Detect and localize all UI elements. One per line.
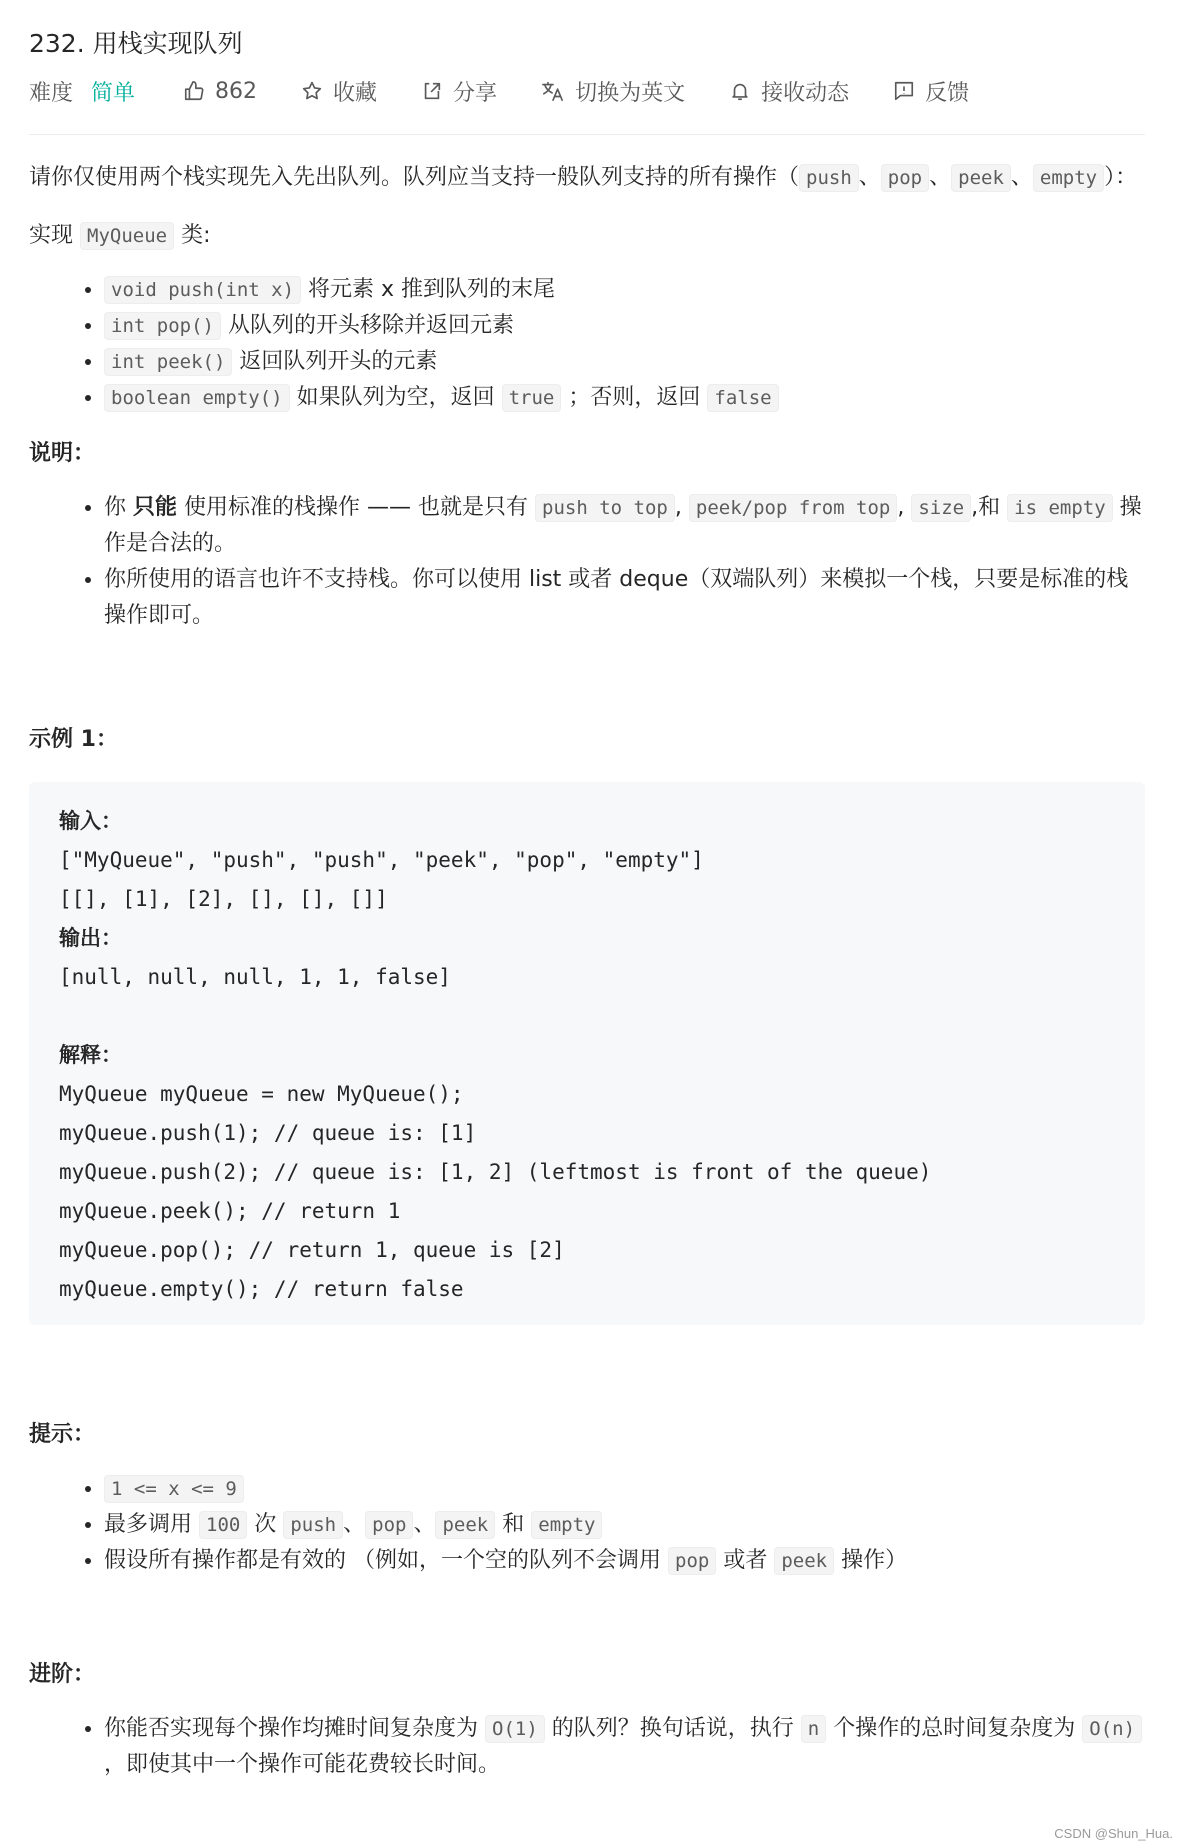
list-item <box>104 1471 1145 1507</box>
note-text: 操作是合法的。 <box>104 495 1142 556</box>
note-text: 你 <box>104 495 127 520</box>
impl-prefix: 实现 <box>29 223 74 248</box>
output-label: 输出： <box>59 926 122 950</box>
feedback-icon <box>893 80 915 102</box>
code-peek: peek <box>951 164 1011 192</box>
list-item: • 你所使用的语言也许不支持栈。你可以使用 list 或者 deque（双端队列）来模拟一个栈，只要是标准的栈操作即可。 <box>104 562 1145 634</box>
notes-list <box>29 490 1145 634</box>
sep: 、 <box>929 165 952 190</box>
code-is-empty: is empty <box>1007 494 1113 522</box>
code-100: 100 <box>199 1511 247 1539</box>
code-push: push <box>799 164 859 192</box>
feedback-button[interactable] <box>893 76 969 107</box>
code-peek: peek <box>774 1547 834 1575</box>
method-text: 从队列的开头移除并返回元素 <box>227 313 514 338</box>
list-item <box>104 308 1145 344</box>
code-peek: peek <box>435 1511 495 1539</box>
watermark: CSDN @Shun_Hua. <box>1054 1826 1173 1841</box>
method-code: boolean empty() <box>104 384 290 412</box>
switch-language-label: 切换为英文 <box>575 80 686 106</box>
list-item <box>104 380 1145 416</box>
code-false: false <box>707 384 778 412</box>
advanced-text: 你能否实现每个操作均摊时间复杂度为 <box>104 1716 479 1741</box>
feedback-label: 反馈 <box>925 80 970 106</box>
impl-suffix: 类: <box>181 223 211 248</box>
list-item <box>104 1543 1145 1579</box>
method-list <box>29 272 1145 416</box>
code-line: myQueue.empty(); // return false <box>59 1277 464 1301</box>
hint-text: 假设所有操作都是有效的 （例如，一个空的队列不会调用 <box>104 1548 661 1573</box>
code-n: n <box>801 1715 826 1743</box>
share-icon <box>421 80 443 102</box>
advanced-text: 的队列？换句话说，执行 <box>551 1716 794 1741</box>
hint-text: 操作） <box>841 1548 908 1573</box>
code-line: [null, null, null, 1, 1, false] <box>59 965 451 989</box>
method-text: 返回队列开头的元素 <box>239 349 438 374</box>
method-code: int pop() <box>104 312 221 340</box>
code-empty: empty <box>531 1511 602 1539</box>
sep: 、 <box>343 1512 366 1537</box>
star-icon <box>301 80 323 102</box>
hint-text: 和 <box>502 1512 525 1537</box>
list-item <box>104 344 1145 380</box>
code-line: myQueue.peek(); // return 1 <box>59 1199 401 1223</box>
advanced-heading: 进阶： <box>29 1662 96 1687</box>
hint-text: 最多调用 <box>104 1512 193 1537</box>
list-item <box>104 1711 1145 1783</box>
code-constraint: 1 <= x <= 9 <box>104 1475 244 1503</box>
code-line: ["MyQueue", "push", "push", "peek", "pop", "empty"] <box>59 848 704 872</box>
favorite-label: 收藏 <box>333 80 378 106</box>
code-line: myQueue.pop(); // return 1, queue is [2] <box>59 1238 565 1262</box>
method-code: void push(int x) <box>104 276 301 304</box>
advanced-text: ，即使其中一个操作可能花费较长时间。 <box>104 1752 501 1777</box>
intro-end: ）： <box>1104 165 1138 190</box>
difficulty-badge: 简单 <box>91 80 136 106</box>
code-size: size <box>911 494 971 522</box>
hints-list <box>29 1471 1145 1579</box>
intro-text: 请你仅使用两个栈实现先入先出队列。队列应当支持一般队列支持的所有操作（ <box>29 165 800 190</box>
note-text: 和 <box>978 495 1001 520</box>
code-on: O(n) <box>1082 1715 1142 1743</box>
thumbs-up-icon <box>183 80 205 102</box>
subscribe-label: 接收动态 <box>761 80 850 106</box>
translate-icon <box>541 80 565 102</box>
code-line: myQueue.push(1); // queue is: [1] <box>59 1121 477 1145</box>
note-text: 使用标准的栈操作 —— 也就是只有 <box>184 495 529 520</box>
difficulty-label: 难度 <box>29 80 74 106</box>
method-code: int peek() <box>104 348 232 376</box>
advanced-list <box>29 1711 1145 1783</box>
sep: 、 <box>858 165 881 190</box>
code-class-name: MyQueue <box>80 222 174 250</box>
comma: , <box>897 495 905 520</box>
hint-text: 次 <box>254 1512 277 1537</box>
input-label: 输入： <box>59 809 122 833</box>
like-count: 862 <box>215 78 258 104</box>
header-divider <box>29 134 1145 135</box>
favorite-button[interactable] <box>301 76 377 107</box>
bell-icon <box>729 80 751 102</box>
subscribe-button[interactable] <box>729 76 849 107</box>
comma: , <box>674 495 682 520</box>
code-o1: O(1) <box>485 1715 545 1743</box>
explain-label: 解释： <box>59 1043 122 1067</box>
code-pop: pop <box>668 1547 716 1575</box>
method-text: 将元素 x 推到队列的末尾 <box>308 277 556 302</box>
implement-paragraph <box>29 218 1145 254</box>
advanced-text: 个操作的总时间复杂度为 <box>833 1716 1076 1741</box>
notes-heading: 说明： <box>29 441 96 466</box>
code-empty: empty <box>1033 164 1104 192</box>
share-button[interactable] <box>421 76 497 107</box>
example-heading: 示例 1： <box>29 727 118 752</box>
hint-text: 或者 <box>723 1548 768 1573</box>
code-true: true <box>502 384 562 412</box>
share-label: 分享 <box>453 80 498 106</box>
sep: 、 <box>413 1512 436 1537</box>
example-code-block <box>29 782 1145 1325</box>
sep: 、 <box>1010 165 1033 190</box>
code-peek-pop-from-top: peek/pop from top <box>689 494 897 522</box>
problem-content <box>29 160 1145 1783</box>
code-push: push <box>283 1511 343 1539</box>
method-text: ；否则，返回 <box>568 385 701 410</box>
comma: , <box>971 495 979 520</box>
code-line: myQueue.push(2); // queue is: [1, 2] (leftmost is front of the queue) <box>59 1160 932 1184</box>
code-line: MyQueue myQueue = new MyQueue(); <box>59 1082 464 1106</box>
method-text: 如果队列为空，返回 <box>296 385 495 410</box>
list-item <box>104 272 1145 308</box>
code-push-to-top: push to top <box>535 494 675 522</box>
list-item <box>104 490 1145 562</box>
note-bold: 只能 <box>133 495 178 520</box>
hints-heading: 提示： <box>29 1422 96 1447</box>
code-line: [[], [1], [2], [], [], []] <box>59 887 388 911</box>
list-item <box>104 1507 1145 1543</box>
problem-meta-bar <box>29 74 1013 108</box>
code-pop: pop <box>881 164 929 192</box>
switch-language-button[interactable] <box>541 76 685 107</box>
problem-title: 232. 用栈实现队列 <box>29 29 243 58</box>
code-pop: pop <box>365 1511 413 1539</box>
intro-paragraph <box>29 160 1145 196</box>
like-button[interactable] <box>183 79 257 104</box>
